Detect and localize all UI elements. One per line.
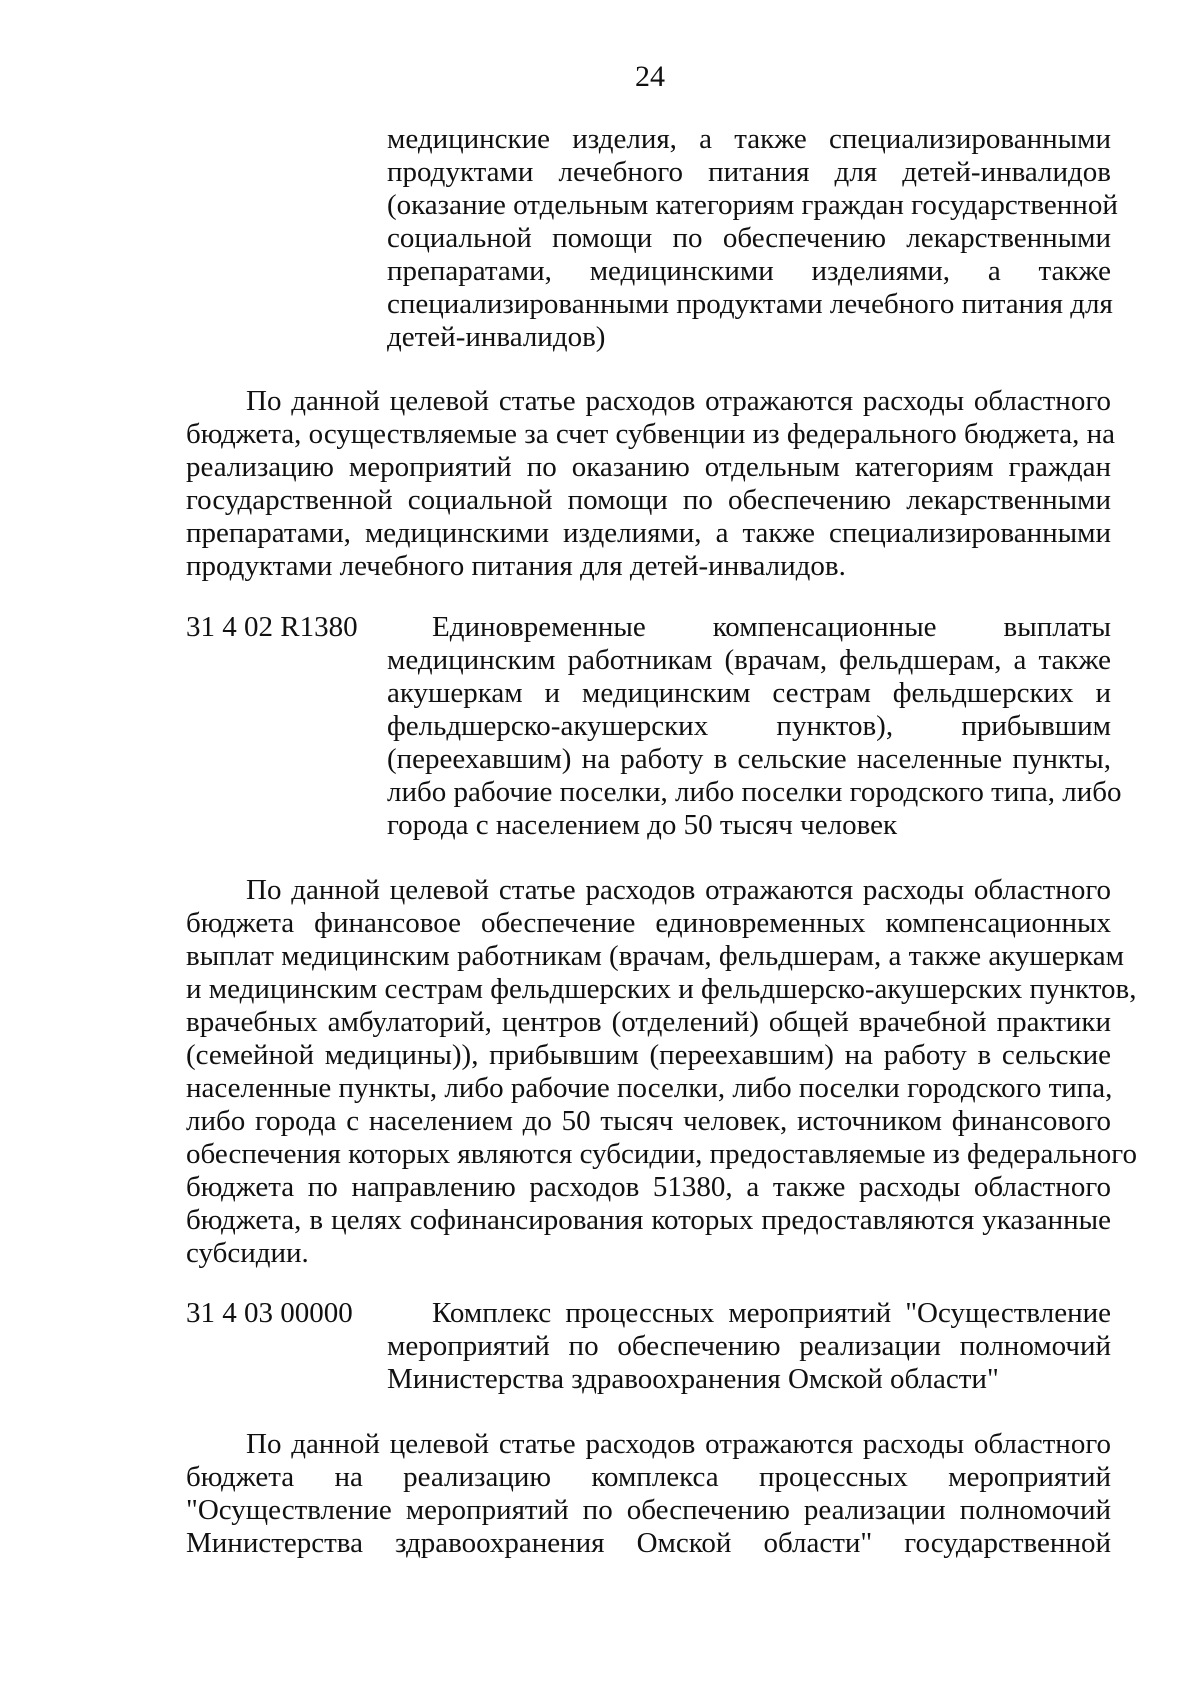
text-line: бюджета по направлению расходов 51380, а также расходы областного — [186, 1171, 1111, 1203]
text-line: По данной целевой статье расходов отражаются расходы областного — [246, 1428, 1111, 1460]
text-line: Комплекс процессных мероприятий "Осуществление — [432, 1297, 1111, 1329]
text-line: По данной целевой статье расходов отражаются расходы областного — [246, 385, 1111, 417]
text-line: (семейной медицины)), прибывшим (переехавшим) на работу в сельские — [186, 1039, 1111, 1071]
entry-description-continued — [387, 123, 1118, 354]
paragraph — [186, 1428, 1111, 1560]
text-line: медицинским работникам (врачам, фельдшерам, а также — [387, 644, 1111, 676]
text-line: специализированными продуктами лечебного питания для — [387, 288, 1113, 320]
text-line: социальной помощи по обеспечению лекарственными — [387, 222, 1111, 254]
text-line: акушеркам и медицинским сестрам фельдшерских и — [387, 677, 1111, 709]
budget-code: 31 4 02 R1380 — [186, 611, 358, 643]
text-line: Единовременные компенсационные выплаты — [432, 611, 1111, 643]
text-line: бюджета на реализацию комплекса процессных мероприятий — [186, 1461, 1111, 1493]
text-line: (переехавшим) на работу в сельские населенные пункты, — [387, 743, 1111, 775]
text-line: препаратами, медицинскими изделиями, а также специализированными — [186, 517, 1111, 549]
entry-description — [387, 1297, 1111, 1396]
text-line: врачебных амбулаторий, центров (отделений) общей врачебной практики — [186, 1006, 1111, 1038]
text-line: Министерства здравоохранения Омской области" государственной — [186, 1527, 1111, 1559]
text-line: реализацию мероприятий по оказанию отдельным категориям граждан — [186, 451, 1111, 483]
text-line: государственной социальной помощи по обеспечению лекарственными — [186, 484, 1111, 516]
text-line: препаратами, медицинскими изделиями, а также — [387, 255, 1111, 287]
text-line: детей-инвалидов) — [387, 321, 606, 353]
page-number: 24 — [635, 60, 665, 93]
text-line: продуктами лечебного питания для детей-инвалидов — [387, 156, 1111, 188]
text-line: либо рабочие поселки, либо поселки городского типа, либо — [387, 776, 1122, 808]
text-line: бюджета финансовое обеспечение единовременных компенсационных — [186, 907, 1111, 939]
text-line: мероприятий по обеспечению реализации полномочий — [387, 1330, 1111, 1362]
text-line: (оказание отдельным категориям граждан государственной — [387, 189, 1118, 221]
text-line: продуктами лечебного питания для детей-инвалидов. — [186, 550, 846, 582]
text-line: субсидии. — [186, 1237, 309, 1269]
text-line: бюджета, в целях софинансирования которых предоставляются указанные — [186, 1204, 1111, 1236]
entry-description — [387, 611, 1122, 842]
text-line: выплат медицинским работникам (врачам, фельдшерам, а также акушеркам — [186, 940, 1124, 972]
text-line: Министерства здравоохранения Омской области" — [387, 1363, 999, 1395]
text-line: медицинские изделия, а также специализированными — [387, 123, 1111, 155]
text-line: города с населением до 50 тысяч человек — [387, 809, 898, 841]
text-line: По данной целевой статье расходов отражаются расходы областного — [246, 874, 1111, 906]
text-line: фельдшерско-акушерских пунктов), прибывшим — [387, 710, 1111, 742]
paragraph — [186, 874, 1137, 1270]
text-line: обеспечения которых являются субсидии, предоставляемые из федерального — [186, 1138, 1137, 1170]
budget-code: 31 4 03 00000 — [186, 1297, 353, 1329]
text-line: бюджета, осуществляемые за счет субвенции из федерального бюджета, на — [186, 418, 1116, 450]
text-line: населенные пункты, либо рабочие поселки, либо поселки городского типа, — [186, 1072, 1113, 1104]
paragraph — [186, 385, 1116, 583]
text-line: либо города с населением до 50 тысяч человек, источником финансового — [186, 1105, 1111, 1137]
text-line: и медицинским сестрам фельдшерских и фельдшерско-акушерских пунктов, — [186, 973, 1137, 1005]
text-line: "Осуществление мероприятий по обеспечению реализации полномочий — [186, 1494, 1111, 1526]
